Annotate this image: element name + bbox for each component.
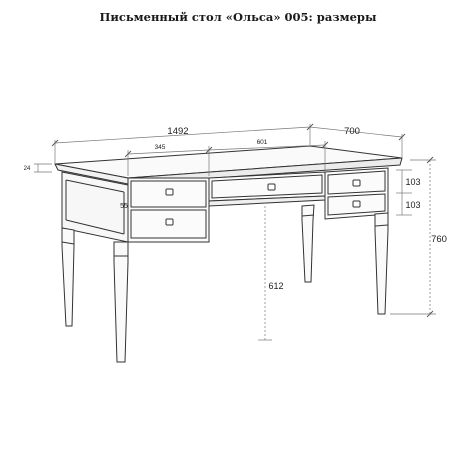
leg-front-right — [375, 213, 388, 314]
handle-icon — [268, 184, 275, 190]
dim-right-drawer-bottom-label: 103 — [405, 200, 421, 210]
leg-front-left — [114, 242, 128, 362]
handle-icon — [353, 180, 360, 186]
page-title: Письменный стол «Ольса» 005: размеры — [99, 10, 377, 24]
dim-left-drawer-label: 345 — [154, 144, 166, 151]
desk-body — [55, 146, 402, 362]
dim-top-thickness-label: 24 — [23, 166, 31, 172]
dim-drawer-height-left-label: 55 — [120, 203, 128, 210]
handle-icon — [166, 189, 173, 195]
dim-length-label: 1492 — [167, 126, 189, 137]
handle-icon — [166, 219, 173, 225]
dim-right-drawer-top-label: 103 — [405, 177, 421, 187]
dim-total-height-label: 760 — [431, 234, 447, 245]
dim-legroom-label: 612 — [268, 281, 284, 291]
dim-center-drawer-label: 601 — [256, 139, 268, 146]
leg-back-right — [302, 205, 314, 282]
handle-icon — [353, 201, 360, 207]
dim-depth-label: 700 — [344, 126, 360, 137]
